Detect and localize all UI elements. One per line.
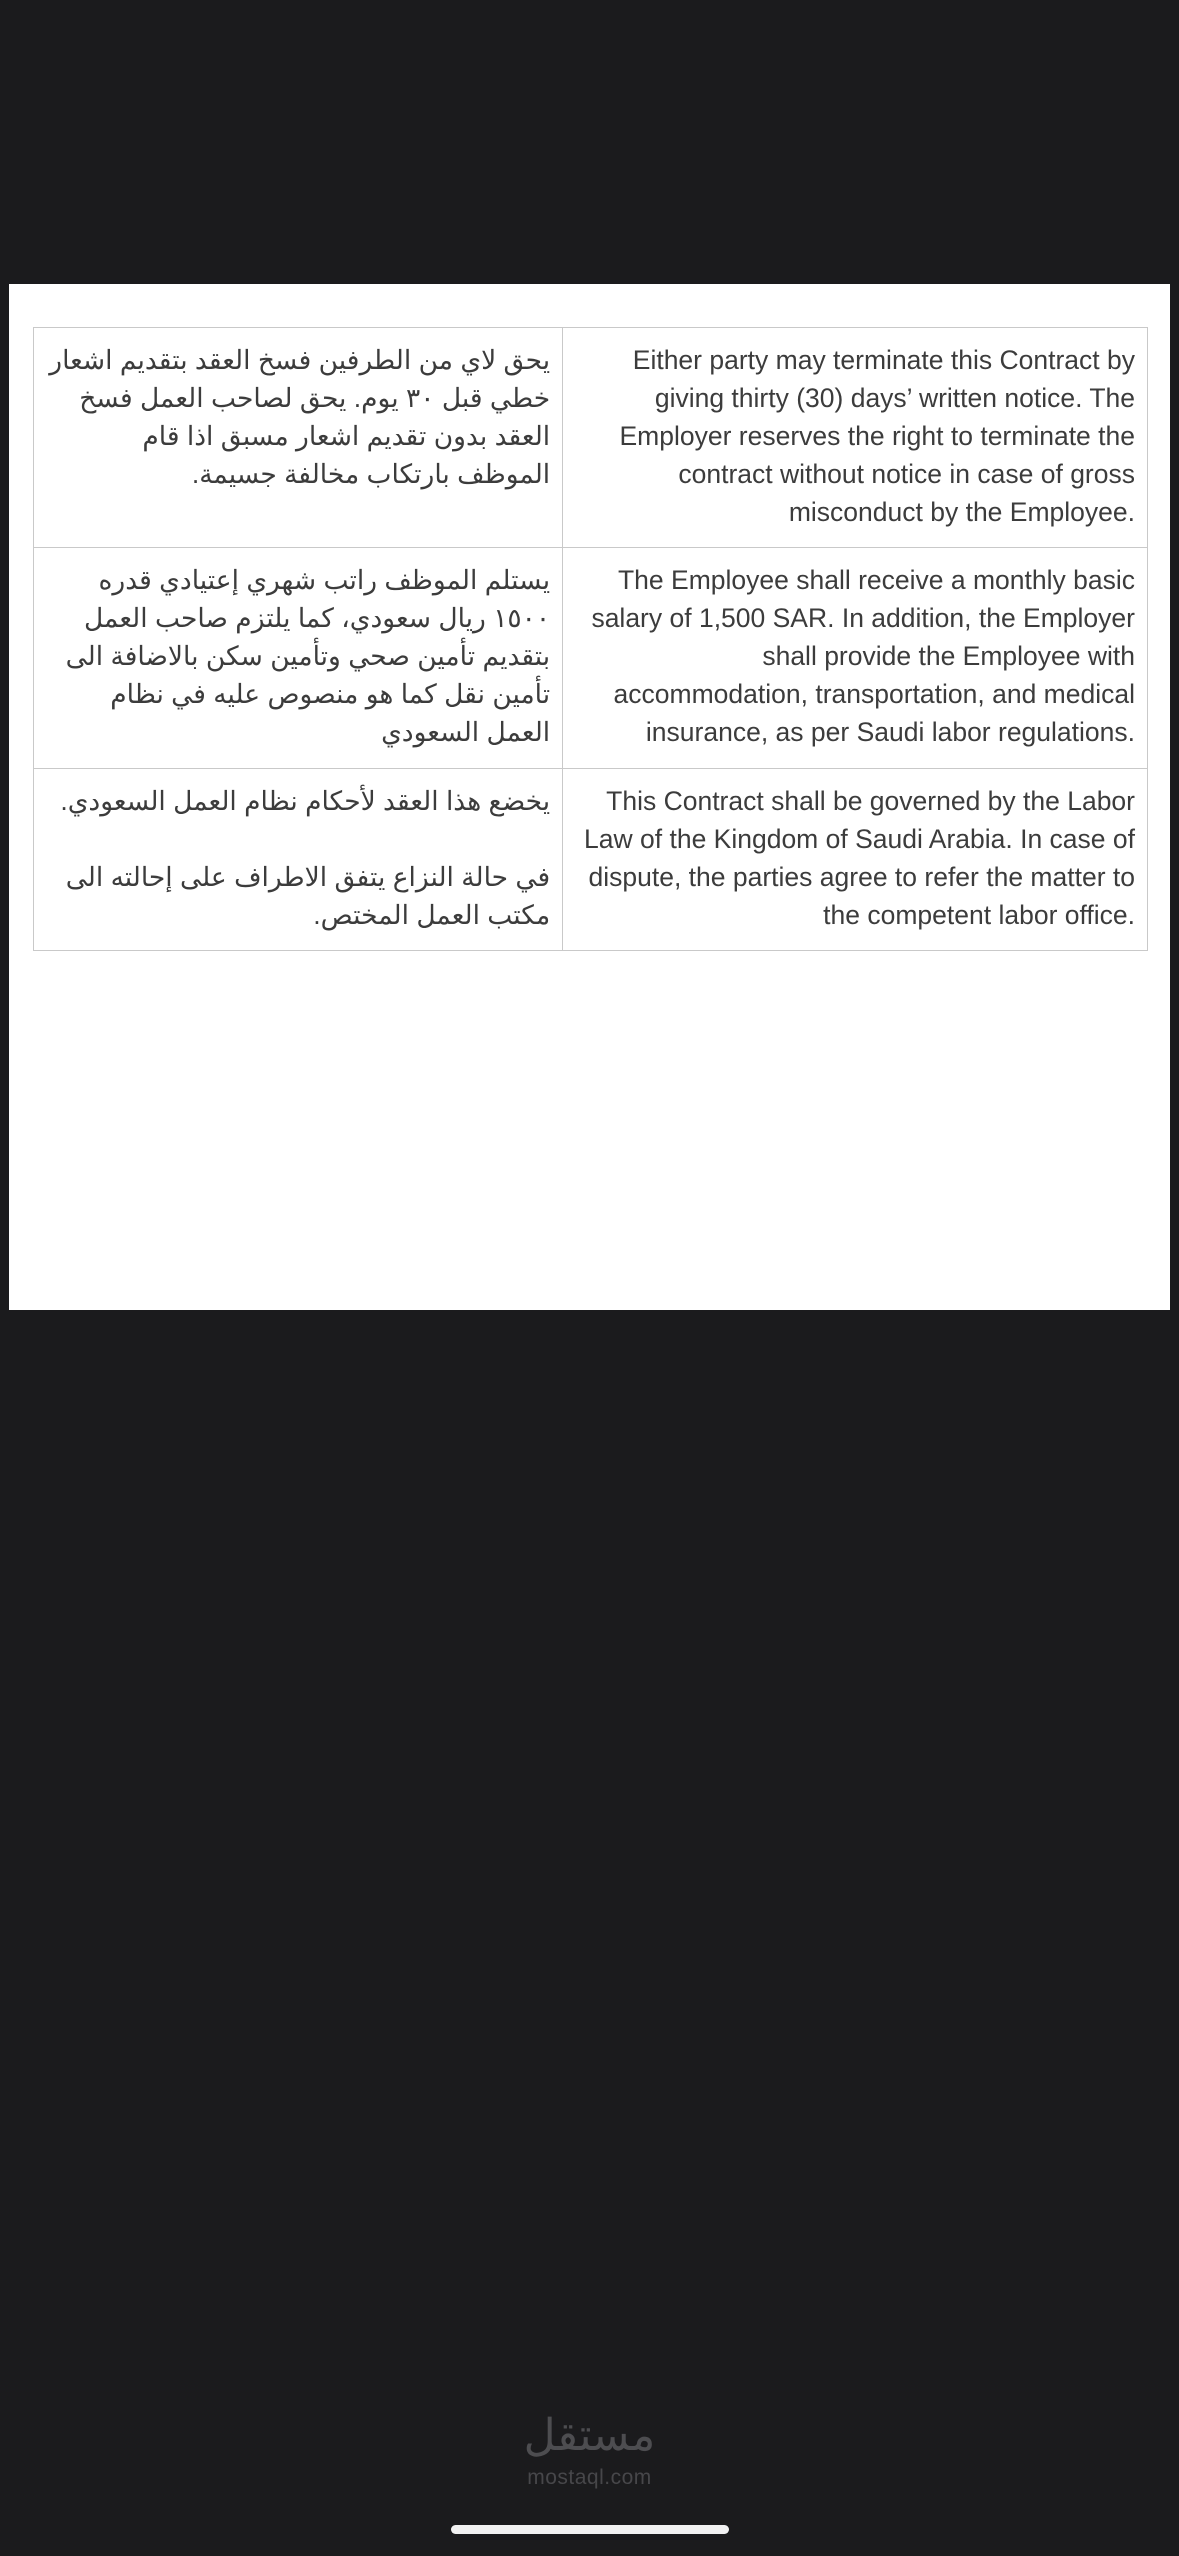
clause-arabic-paragraph: يستلم الموظف راتب شهري إعتيادي قدره ١٥٠٠ ريال سعودي، كما يلتزم صاحب العمل بتقديم تأمين صحي وتأمين سكن بالاضافة الى تأمين نقل كما هو منصوص عليه في نظام العمل السعودي — [65, 565, 551, 748]
clause-english-cell: The Employee shall receive a monthly basic salary of 1,500 SAR. In addition, the Employer shall provide the Employee with accommodation, transportation, and medical insurance, as per Saudi labor regulations. — [563, 548, 1148, 768]
clause-arabic-paragraph: يخضع هذا العقد لأحكام نظام العمل السعودي. — [60, 785, 551, 816]
watermark-url: mostaql.com — [527, 2466, 652, 2489]
clause-arabic-cell — [34, 768, 563, 951]
clause-arabic-cell — [34, 548, 563, 768]
table-row — [34, 548, 1148, 768]
table-row — [34, 768, 1148, 951]
home-indicator[interactable] — [451, 2525, 729, 2534]
document-page — [9, 284, 1170, 1310]
clause-english-cell: This Contract shall be governed by the Labor Law of the Kingdom of Saudi Arabia. In case of dispute, the parties agree to refer the matter to the competent labor office. — [563, 768, 1148, 951]
clause-english-cell: Either party may terminate this Contract by giving thirty (30) days’ written notice. The Employer reserves the right to terminate the contract without notice in case of gross misconduct by the Employee. — [563, 328, 1148, 548]
site-watermark — [0, 2411, 1179, 2490]
table-row — [34, 328, 1148, 548]
clause-arabic-cell — [34, 328, 563, 548]
clause-arabic-paragraph: في حالة النزاع يتفق الاطراف على إحالته الى مكتب العمل المختص. — [65, 861, 551, 930]
clause-arabic-paragraph: يحق لاي من الطرفين فسخ العقد بتقديم اشعار خطي قبل ٣٠ يوم. يحق لصاحب العمل فسخ العقد بدون تقديم اشعار مسبق اذا قام الموظف بارتكاب مخالفة جسيمة. — [49, 345, 551, 489]
contract-clauses-table — [33, 327, 1148, 951]
mostaql-logo: مستقل — [523, 2411, 656, 2460]
